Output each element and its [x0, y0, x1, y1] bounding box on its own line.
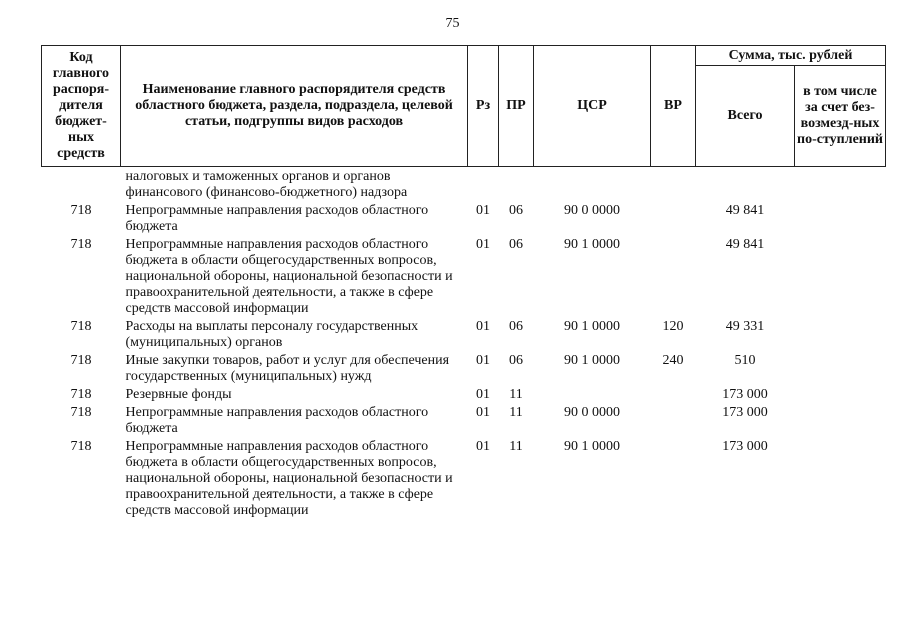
cell-vr [651, 167, 696, 204]
header-total: Всего [696, 66, 795, 167]
cell-code [42, 167, 121, 204]
header-code: Код главного распоря-дителя бюджет-ных средств [42, 46, 121, 167]
header-csr: ЦСР [534, 46, 651, 167]
cell-name: Иные закупки товаров, работ и услуг для обеспечения государственных (муниципальных) нужд [125, 353, 450, 384]
cell-code: 718 [70, 237, 92, 252]
table-row [42, 319, 886, 353]
cell-total: 49 331 [725, 319, 765, 334]
table-row [42, 203, 886, 237]
cell-gratuitous [795, 203, 886, 237]
cell-name: Непрограммные направления расходов областного бюджета [125, 405, 429, 436]
budget-table [41, 45, 886, 521]
cell-rz [468, 167, 499, 204]
cell-csr: 90 0 0000 [564, 203, 620, 218]
cell-total: 173 000 [722, 387, 768, 402]
cell-name: налоговых и таможенных органов и органов финансового (финансово-бюджетного) надзора [125, 169, 408, 200]
cell-rz: 01 [476, 237, 490, 252]
table-row [42, 237, 886, 319]
cell-rz: 01 [476, 439, 490, 454]
cell-gratuitous [795, 439, 886, 521]
cell-code: 718 [70, 439, 92, 454]
cell-csr: 90 1 0000 [564, 319, 620, 334]
budget-table-wrapper [41, 45, 885, 521]
cell-vr [651, 203, 696, 237]
table-row [42, 387, 886, 405]
cell-csr: 90 1 0000 [564, 353, 620, 368]
cell-vr [651, 439, 696, 521]
cell-total [696, 167, 795, 204]
cell-total: 173 000 [722, 439, 768, 454]
cell-gratuitous [795, 237, 886, 319]
header-rz: Рз [468, 46, 499, 167]
cell-csr: 90 0 0000 [564, 405, 620, 420]
header-sum: Сумма, тыс. рублей [696, 46, 886, 66]
cell-pr: 06 [509, 203, 523, 218]
cell-name: Резервные фонды [125, 387, 232, 402]
cell-code: 718 [70, 319, 92, 334]
cell-name: Непрограммные направления расходов областного бюджета в области общегосударственных вопросов, национальной обороны, национальной безопасности и правоохранительной деятельности, а также в сфере средств массовой информации [125, 439, 453, 518]
cell-vr [651, 387, 696, 405]
header-gratuitous: в том числе за счет без-возмезд-ных по-ступлений [795, 66, 886, 167]
cell-csr: 90 1 0000 [564, 237, 620, 252]
table-row [42, 167, 886, 204]
cell-pr: 06 [509, 237, 523, 252]
cell-pr: 11 [509, 405, 523, 420]
cell-pr [499, 167, 534, 204]
cell-name: Непрограммные направления расходов областного бюджета [125, 203, 429, 234]
cell-code: 718 [70, 405, 92, 420]
cell-rz: 01 [476, 405, 490, 420]
cell-pr: 11 [509, 439, 523, 454]
cell-gratuitous [795, 405, 886, 439]
cell-gratuitous [795, 353, 886, 387]
cell-vr [651, 237, 696, 319]
cell-total: 173 000 [722, 405, 768, 420]
cell-total: 49 841 [725, 237, 765, 252]
cell-rz: 01 [476, 319, 490, 334]
cell-vr: 240 [662, 353, 684, 368]
table-header [42, 46, 886, 167]
cell-code: 718 [70, 387, 92, 402]
table-row [42, 439, 886, 521]
cell-gratuitous [795, 319, 886, 353]
table-row [42, 353, 886, 387]
cell-name: Непрограммные направления расходов областного бюджета в области общегосударственных вопросов, национальной обороны, национальной безопасности и правоохранительной деятельности, а также в сфере средств массовой информации [125, 237, 453, 316]
cell-pr: 06 [509, 319, 523, 334]
header-vr: ВР [651, 46, 696, 167]
cell-csr: 90 1 0000 [564, 439, 620, 454]
cell-pr: 06 [509, 353, 523, 368]
cell-csr [534, 167, 651, 204]
cell-rz: 01 [476, 387, 490, 402]
header-pr: ПР [499, 46, 534, 167]
cell-vr [651, 405, 696, 439]
header-name: Наименование главного распорядителя средств областного бюджета, раздела, подраздела, целевой статьи, подгруппы видов расходов [121, 46, 468, 167]
cell-total: 510 [734, 353, 756, 368]
cell-code: 718 [70, 353, 92, 368]
cell-rz: 01 [476, 203, 490, 218]
cell-pr: 11 [509, 387, 523, 402]
cell-name: Расходы на выплаты персоналу государственных (муниципальных) органов [125, 319, 419, 350]
cell-gratuitous [795, 387, 886, 405]
cell-gratuitous [795, 167, 886, 204]
page-number: 75 [445, 16, 460, 31]
table-row [42, 405, 886, 439]
cell-total: 49 841 [725, 203, 765, 218]
cell-rz: 01 [476, 353, 490, 368]
table-body [42, 167, 886, 522]
cell-csr [534, 387, 651, 405]
cell-vr: 120 [662, 319, 684, 334]
cell-code: 718 [70, 203, 92, 218]
